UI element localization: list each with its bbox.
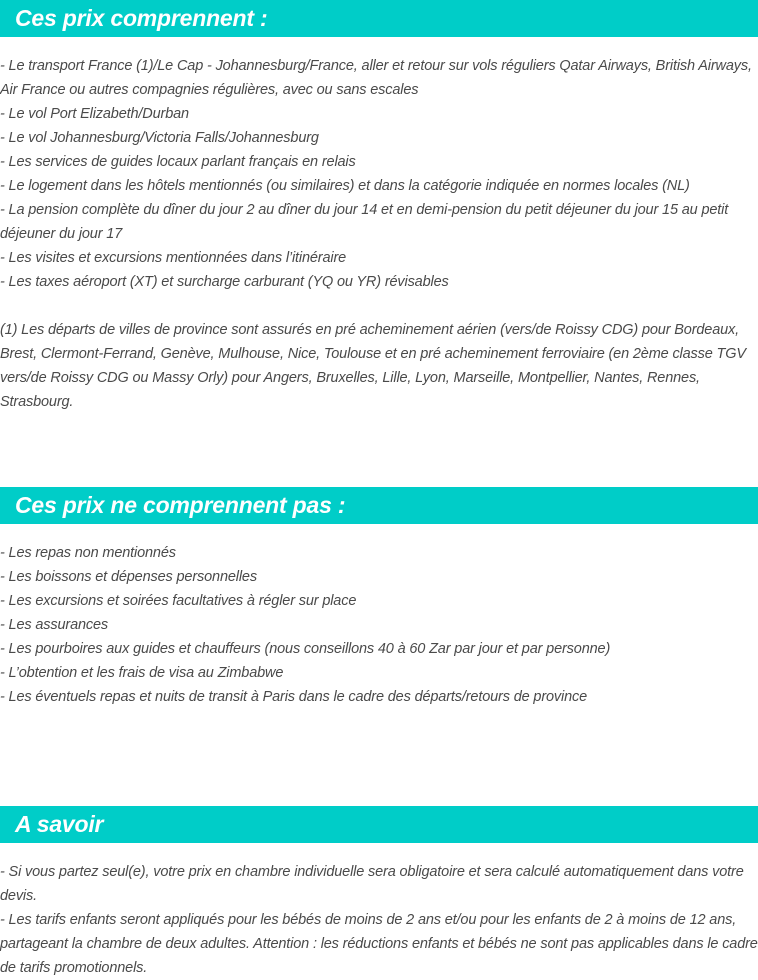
list-item: - La pension complète du dîner du jour 2 au dîner du jour 14 et en demi-pension du petit déjeuner du jour 15 au petit déjeuner du jour 17 xyxy=(0,202,729,242)
list-item: - Le vol Port Elizabeth/Durban xyxy=(0,106,189,122)
list-item: - Les boissons et dépenses personnelles xyxy=(0,569,257,585)
section-banner xyxy=(0,806,758,843)
list-item: - Les taxes aéroport (XT) et surcharge carburant (YQ ou YR) révisables xyxy=(0,274,449,290)
list-item: - Les tarifs enfants seront appliqués pour les bébés de moins de 2 ans et/ou pour les enfants de 2 à moins de 12 ans, partageant la chambre de deux adultes. Attention : les réductions enfants et bébés ne sont pas applicables dans le cadre de tarifs promotionnels. xyxy=(0,912,758,976)
included-items-list xyxy=(0,54,758,294)
section-price-includes xyxy=(0,0,758,414)
list-item: - Les éventuels repas et nuits de transit à Paris dans le cadre des départs/retours de province xyxy=(0,689,588,705)
list-item: - Les services de guides locaux parlant français en relais xyxy=(0,154,356,170)
list-item: - Les visites et excursions mentionnées dans l’itinéraire xyxy=(0,250,347,266)
footnote: (1) Les départs de villes de province sont assurés en pré acheminement aérien (vers/de Roissy CDG) pour Bordeaux, Brest, Clermont-Ferrand, Genève, Mulhouse, Nice, Toulouse et en pré acheminement ferroviaire (en 2ème classe TGV vers/de Roissy CDG ou Massy Orly) pour Angers, Bruxelles, Lille, Lyon, Marseille, Montpellier, Nantes, Rennes, Strasbourg. xyxy=(0,322,746,410)
list-item: - Si vous partez seul(e), votre prix en chambre individuelle sera obligatoire et sera calculé automatiquement dans votre devis. xyxy=(0,864,744,904)
list-item: - L’obtention et les frais de visa au Zimbabwe xyxy=(0,665,284,681)
section-title: A savoir xyxy=(15,811,104,837)
list-item: - Les assurances xyxy=(0,617,109,633)
section-banner xyxy=(0,487,758,524)
list-item: - Les excursions et soirées facultatives à régler sur place xyxy=(0,593,357,609)
list-item: - Le logement dans les hôtels mentionnés (ou similaires) et dans la catégorie indiquée en normes locales (NL) xyxy=(0,178,690,194)
section-price-excludes xyxy=(0,487,758,709)
section-title: Ces prix ne comprennent pas : xyxy=(15,492,346,518)
section-banner xyxy=(0,0,758,37)
list-item: - Les repas non mentionnés xyxy=(0,545,176,561)
list-item: - Le vol Johannesburg/Victoria Falls/Johannesburg xyxy=(0,130,319,146)
list-item: - Le transport France (1)/Le Cap - Johannesburg/France, aller et retour sur vols réguliers Qatar Airways, British Airways, Air France ou autres compagnies régulières, avec ou sans escales xyxy=(0,58,752,98)
excluded-items-list xyxy=(0,541,758,709)
info-items-list xyxy=(0,860,758,980)
section-title: Ces prix comprennent : xyxy=(15,5,268,31)
list-item: - Les pourboires aux guides et chauffeurs (nous conseillons 40 à 60 Zar par jour et par personne) xyxy=(0,641,611,657)
section-good-to-know xyxy=(0,806,758,980)
